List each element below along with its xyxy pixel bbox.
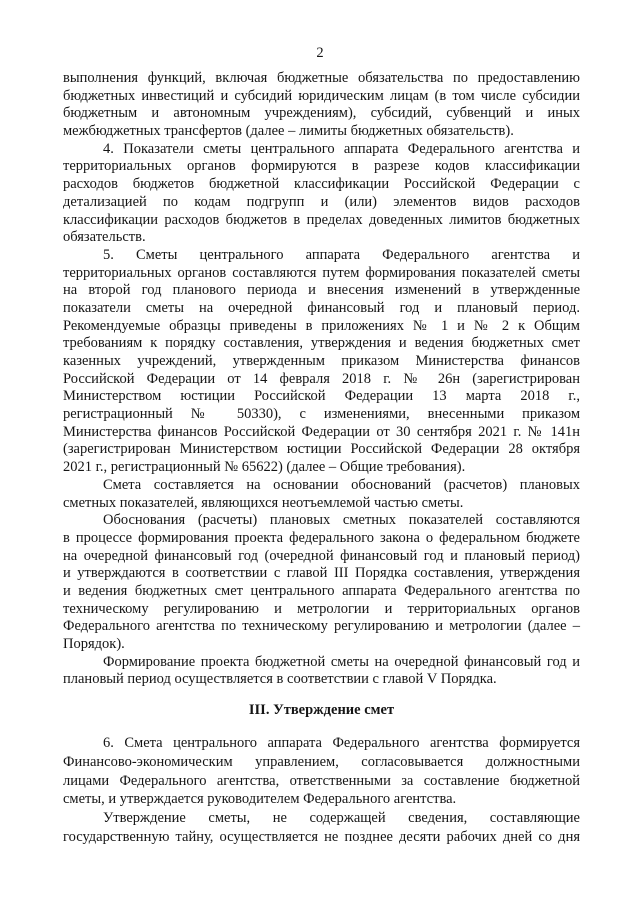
paragraph-approval — [63, 809, 580, 847]
paragraph-line: в процессе формирования проекта федерального закона о федеральном бюджете — [63, 529, 580, 546]
paragraph-line: территориальных органов формируются в разрезе кодов классификации — [63, 158, 580, 175]
paragraph-line: Утверждение сметы, не содержащей сведения, составляющие — [103, 810, 580, 827]
paragraph-line: 2021 г., регистрационный № 65622) (далее – Общие требования). — [63, 459, 466, 476]
paragraph-item-6 — [63, 734, 580, 809]
paragraph-line: на второй год планового периода и внесения изменений в утвержденные — [63, 282, 580, 299]
paragraph-line: 4. Показатели сметы центрального аппарата Федерального агентства и — [103, 140, 580, 157]
paragraph-item-5 — [63, 247, 580, 477]
paragraph-line: Формирование проекта бюджетной сметы на очередной финансовый год и — [103, 653, 580, 670]
paragraph-estimate-basis — [63, 477, 580, 512]
paragraph-line: 6. Смета центрального аппарата Федерального агентства формируется — [103, 735, 580, 751]
paragraph-line: сметы, и утверждается руководителем Федерального агентства. — [63, 791, 457, 808]
paragraph-line: требованиям к порядку составления, утверждения и ведения бюджетных смет — [63, 335, 580, 352]
paragraph-line: Министерством юстиции Российской Федерации 13 марта 2018 г., — [63, 388, 580, 405]
paragraph-line: 5. Сметы центрального аппарата Федерального агентства и — [103, 246, 580, 263]
paragraph-line: классификации расходов бюджетов в пределах доведенных лимитов бюджетных — [63, 211, 580, 228]
paragraph-line: бюджетных инвестиций и субсидий юридическим лицам (в том числе субсидии — [63, 87, 580, 104]
paragraph-line: Финансово-экономическим управлением, согласовывается должностными — [63, 753, 580, 770]
paragraph-line: Порядок). — [63, 636, 125, 652]
page-number: 2 — [316, 45, 324, 61]
paragraph-line: государственную тайну, осуществляется не позднее десяти рабочих дней со дня — [63, 828, 580, 845]
paragraph-line: техническому регулированию и метрологии и территориальных органов — [63, 600, 580, 617]
paragraph-line: расходов бюджетов бюджетной классификации Российской Федерации с — [63, 176, 580, 193]
paragraph-line: Министерства финансов Российской Федерации от 30 сентября 2021 г. № 141н — [63, 423, 580, 440]
paragraph-line: (зарегистрирован Министерством юстиции Российской Федерации 28 октября — [63, 441, 580, 458]
paragraph-line: Российской Федерации от 14 февраля 2018 г. № 26н (зарегистрирован — [63, 370, 580, 387]
paragraph-line: Обоснования (расчеты) плановых сметных показателей составляются — [103, 512, 580, 529]
paragraph-line: на очередной финансовый год (очередной финансовый год и плановый период) — [63, 547, 580, 564]
paragraph-item-4 — [63, 141, 580, 247]
paragraph-line: обязательств. — [63, 229, 146, 246]
body-text-lower — [63, 734, 580, 847]
paragraph-line: территориальных органов составляются путем формирования показателей сметы — [63, 264, 580, 281]
paragraph-line: казенных учреждений, утвержденным приказом Министерства финансов — [63, 353, 580, 369]
paragraph-line: Федерального агентства по техническому регулированию и метрологии (далее – — [63, 618, 580, 635]
paragraph-line: и ведения бюджетных смет центрального аппарата Федерального агентства по — [63, 582, 580, 599]
paragraph-line: Смета составляется на основании обоснований (расчетов) плановых — [103, 476, 580, 493]
paragraph-line: лицами Федерального агентства, ответственными за составление бюджетной — [63, 772, 580, 789]
paragraph-continuation — [63, 70, 580, 141]
paragraph-line: межбюджетных трансфертов (далее – лимиты бюджетных обязательств). — [63, 123, 514, 140]
paragraph-line: плановый период осуществляется в соответствии с главой V Порядка. — [63, 671, 497, 688]
paragraph-justifications — [63, 512, 580, 654]
paragraph-line: Рекомендуемые образцы приведены в приложениях № 1 и № 2 к Общим — [63, 317, 580, 334]
paragraph-line: выполнения функций, включая бюджетные обязательства по предоставлению — [63, 70, 580, 86]
paragraph-line: сметных показателей, являющихся неотъемлемой частью сметы. — [63, 494, 464, 511]
paragraph-line: и утверждаются в соответствии с главой III Порядка составления, утверждения — [63, 565, 580, 582]
paragraph-line: детализацией по кодам подгрупп и (или) элементов видов расходов — [63, 193, 580, 210]
paragraph-draft-formation — [63, 654, 580, 689]
paragraph-line: бюджетным и автономным учреждениям), субсидий, субвенций и иных — [63, 105, 580, 122]
paragraph-line: регистрационный № 50330), с изменениями, внесенными приказом — [63, 406, 580, 423]
paragraph-line: показатели сметы на очередной финансовый год и плановый период. — [63, 299, 580, 316]
body-text-upper — [63, 70, 580, 689]
section-heading: III. Утверждение смет — [248, 702, 395, 718]
